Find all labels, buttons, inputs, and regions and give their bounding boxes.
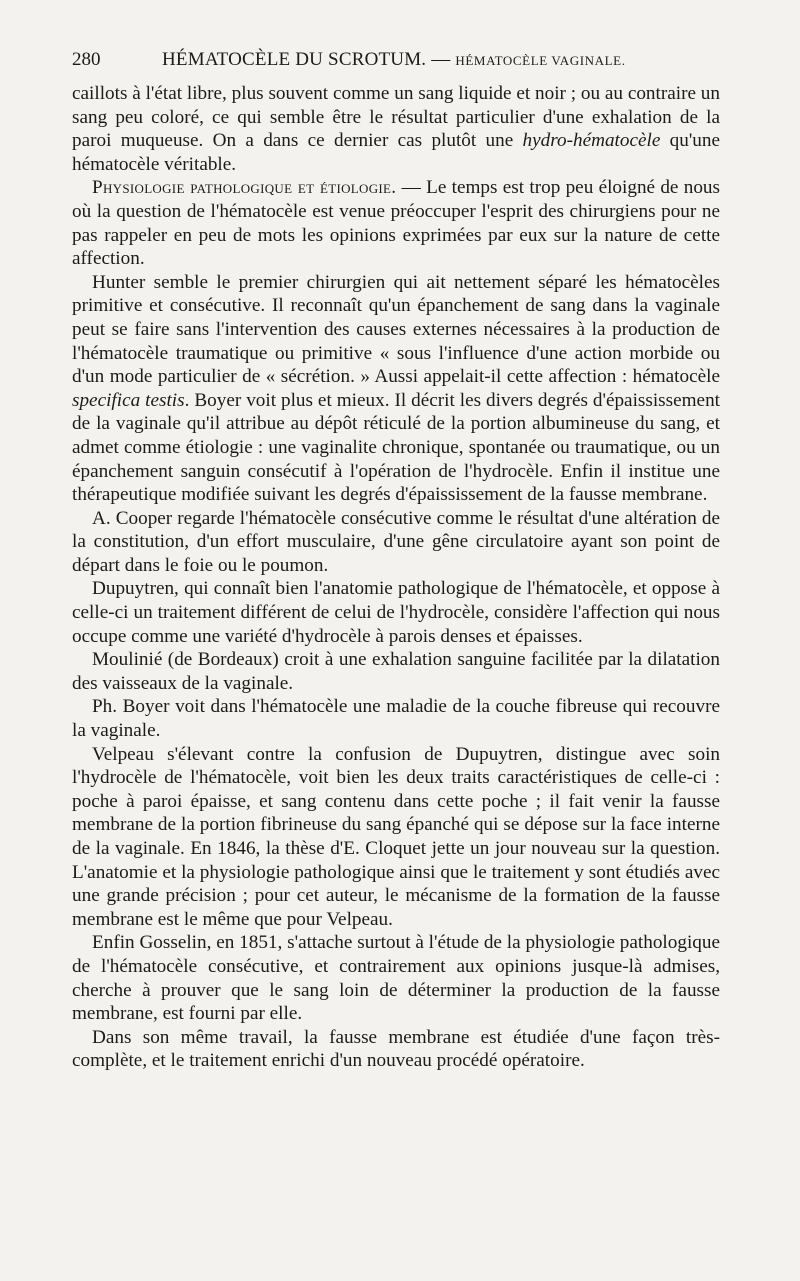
paragraph-2-text-1: Hunter semble le premier chirurgien qui ait nettement séparé les hématocèles primitive et consécutive. Il reconnaît qu'un épanchement de sang dans la vaginale peut se faire sans l'intervention des causes externes nécessaires à la production de l'hématocèle traumatique ou primitive « sous l'influence d'une action morbide ou d'un mode particulier de « sécrétion. » Aussi appelait-il cette affection : hématocèle bbox=[72, 271, 720, 388]
paragraph-9: Dans son même travail, la fausse membrane est étudiée d'une façon très-complète, et le traitement enrichi d'un nouveau procédé opératoire. bbox=[72, 1026, 720, 1072]
paragraph-0 bbox=[72, 82, 720, 176]
paragraph-4: Dupuytren, qui connaît bien l'anatomie pathologique de l'hématocèle, et oppose à celle-ci un traitement différent de celui de l'hydrocèle, considère l'affection qui nous occupe comme une variété d'hydrocèle à parois denses et épaisses. bbox=[72, 578, 720, 647]
running-header bbox=[72, 44, 732, 76]
paragraph-2-text-2: . Boyer voit plus et mieux. Il décrit les divers degrés d'épaississement de la vaginale qu'il attribue au dépôt réticulé de la portion albumineuse du sang, et admet comme étiologie : une vaginalite chronique, spontanée ou traumatique, ou un épanchement sanguin consécutif à l'opération de l'hydrocèle. Enfin il institue une thérapeutique modifiée suivant les degrés d'épaississement de la fausse membrane. bbox=[72, 389, 720, 506]
running-title bbox=[162, 44, 626, 77]
paragraph-8: Enfin Gosselin, en 1851, s'attache surtout à l'étude de la physiologie pathologique de l'hématocèle consécutive, et contrairement aux opinions jusque-là admises, cherche à prouver que le sang loin de déterminer la production de la fausse membrane, est fourni par elle. bbox=[72, 932, 720, 1025]
paragraph-6: Ph. Boyer voit dans l'hématocèle une maladie de la couche fibreuse qui recouvre la vaginale. bbox=[72, 696, 720, 742]
paragraph-0-text-1: caillots à l'état libre, plus souvent comme un sang liquide et noir ; ou au contraire un sang peu coloré, ce qui semble être le résultat particulier d'une exhalation de la paroi muqueuse. On a dans ce dernier cas plutôt une bbox=[72, 83, 720, 152]
page-number: 280 bbox=[72, 49, 101, 70]
paragraph-3: A. Cooper regarde l'hématocèle consécutive comme le résultat d'une altération de la constitution, d'un effort musculaire, d'une gêne circulatoire ayant son point de départ dans le foie ou le poumon. bbox=[72, 507, 720, 576]
paragraph-2-italic: specifica testis bbox=[72, 389, 185, 411]
section-heading: Physiologie pathologique et étiologie. bbox=[92, 177, 397, 199]
paragraph-7: Velpeau s'élevant contre la confusion de Dupuytren, distingue avec soin l'hydrocèle de l'hématocèle, voit bien les deux traits caractéristiques de celle-ci : poche à paroi épaisse, et sang contenu dans cette poche ; il fait venir la fausse membrane de la portion fibrineuse du sang épanché qui se dépose sur la face interne de la vaginale. En 1846, la thèse d'E. Cloquet jette un jour nouveau sur la question. L'anatomie et la physiologie pathologique ainsi que le traitement y sont étudiés avec une grande précision ; pour cet auteur, le mécanisme de la formation de la fausse membrane est le même que pour Velpeau. bbox=[72, 743, 720, 930]
paragraph-0-italic: hydro-hématocèle bbox=[522, 130, 661, 152]
running-title-main: HÉMATOCÈLE DU SCROTUM. — bbox=[162, 49, 451, 70]
paragraph-5: Moulinié (de Bordeaux) croit à une exhalation sanguine facilitée par la dilatation des vaisseaux de la vaginale. bbox=[72, 649, 720, 694]
paragraph-2 bbox=[72, 271, 720, 507]
paragraph-1 bbox=[72, 176, 720, 270]
paragraph-1-text: — Le temps est trop peu éloigné de nous où la question de l'hématocèle est venue préoccuper l'esprit des chirurgiens pour ne pas rappeler en peu de mots les opinions exprimées par eux sur la nature de cette affection. bbox=[72, 177, 720, 270]
running-title-sub: HÉMATOCÈLE VAGINALE. bbox=[455, 53, 626, 68]
page-body bbox=[72, 82, 720, 1073]
paragraph-0-text-2: qu'une hématocèle véritable. bbox=[72, 130, 720, 175]
